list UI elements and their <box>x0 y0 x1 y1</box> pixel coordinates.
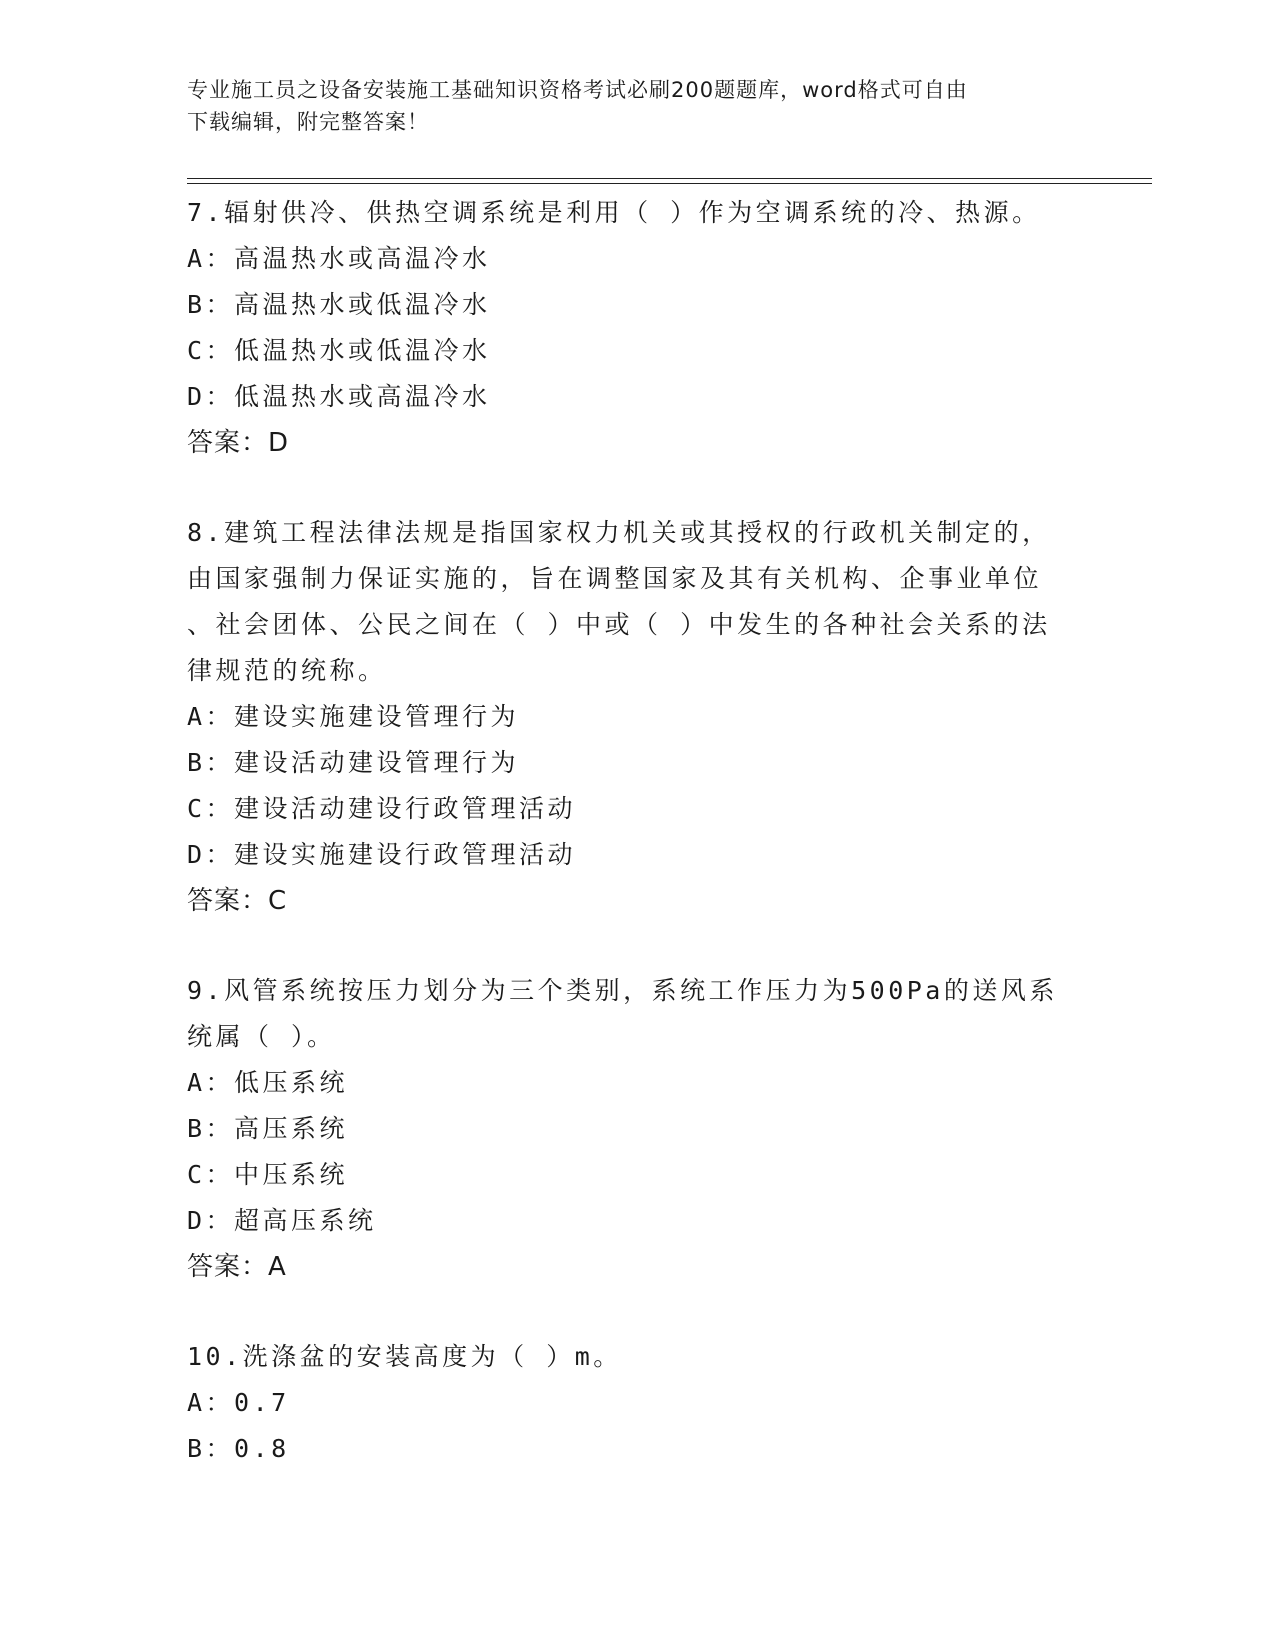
question-list <box>187 190 1067 1516</box>
question-stem: 10.洗涤盆的安装高度为（ ）m。 <box>187 1342 622 1371</box>
option-a: A：建设实施建设管理行为 <box>187 702 520 731</box>
option-c: C：中压系统 <box>187 1160 349 1189</box>
header-line-1: 专业施工员之设备安装施工基础知识资格考试必刷200题题库，word格式可自由 <box>187 78 968 102</box>
header-line-2: 下载编辑，附完整答案！ <box>187 110 429 134</box>
option-d: D：超高压系统 <box>187 1206 377 1235</box>
question-stem: 、社会团体、公民之间在（ ）中或（ ）中发生的各种社会关系的法 <box>187 610 1051 639</box>
option-b: B：高温热水或低温冷水 <box>187 290 491 319</box>
question-9 <box>187 968 1067 1290</box>
option-b: B：高压系统 <box>187 1114 349 1143</box>
question-7 <box>187 190 1067 466</box>
document-header <box>187 74 1087 138</box>
option-c: C：低温热水或低温冷水 <box>187 336 491 365</box>
question-stem: 律规范的统称。 <box>187 656 387 685</box>
answer: 答案：A <box>187 1252 287 1282</box>
option-d: D：建设实施建设行政管理活动 <box>187 840 577 869</box>
question-stem: 9.风管系统按压力划分为三个类别，系统工作压力为500Pa的送风系 <box>187 976 1058 1005</box>
question-stem: 由国家强制力保证实施的，旨在调整国家及其有关机构、企事业单位 <box>187 564 1043 593</box>
question-stem: 8.建筑工程法律法规是指国家权力机关或其授权的行政机关制定的， <box>187 518 1051 547</box>
header-divider-bottom <box>187 183 1152 184</box>
question-8 <box>187 510 1067 924</box>
question-10 <box>187 1334 1067 1472</box>
option-a: A：高温热水或高温冷水 <box>187 244 491 273</box>
option-b: B：0.8 <box>187 1434 290 1463</box>
answer: 答案：D <box>187 428 290 458</box>
question-stem: 7.辐射供冷、供热空调系统是利用（ ）作为空调系统的冷、热源。 <box>187 198 1041 227</box>
option-a: A：低压系统 <box>187 1068 349 1097</box>
question-stem: 统属（ ）。 <box>187 1022 336 1051</box>
answer: 答案：C <box>187 886 288 916</box>
option-c: C：建设活动建设行政管理活动 <box>187 794 577 823</box>
header-divider-top <box>187 178 1152 179</box>
option-b: B：建设活动建设管理行为 <box>187 748 520 777</box>
option-a: A：0.7 <box>187 1388 290 1417</box>
option-d: D：低温热水或高温冷水 <box>187 382 491 411</box>
